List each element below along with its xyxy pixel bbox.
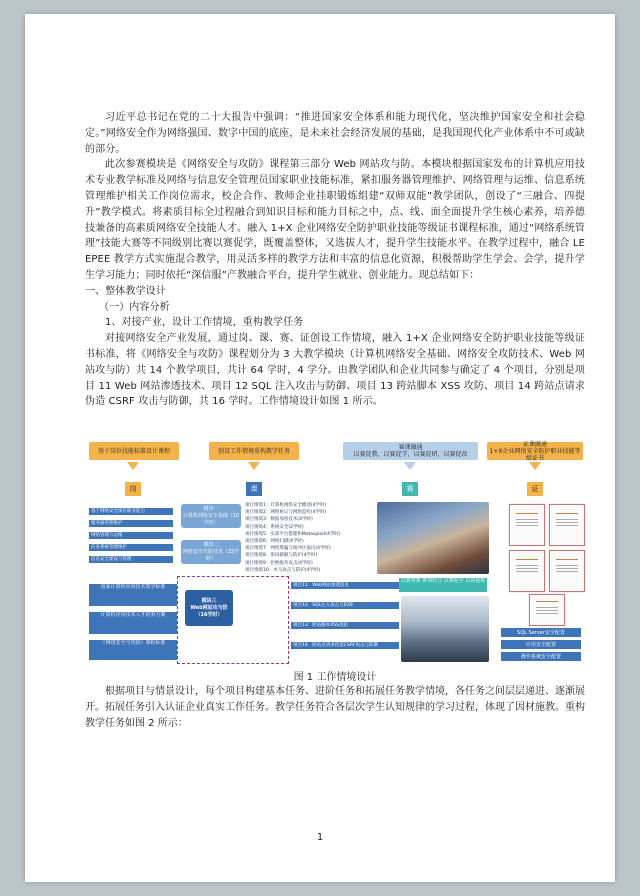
fig-header-course: 创设工作情境重构教学任务 bbox=[209, 442, 299, 460]
fig-header-certificate: 证课融通 1+X企业网络安全防护职业技能等级证书 bbox=[487, 442, 583, 460]
post-item: 基于网络安全岗位职业能力 bbox=[89, 508, 173, 515]
certificate-image bbox=[549, 504, 585, 546]
competition-banner: 以赛带教 赛训结合 以赛促学 以训促练 bbox=[399, 578, 487, 592]
right-label: SQL Server安全配置 bbox=[501, 628, 581, 637]
module-two: 模块二 网络安全攻防技术（32学时） bbox=[181, 540, 241, 564]
paragraph-intro: 习近平总书记在党的二十大报告中强调：“推进国家安全体系和能力现代化，坚决维护国家安全和社会稳定。”网络安全作为网络强国、数字中国的底座，是未来社会经济发展的基础，是我国现代化产业体系中不可或缺的部分。 bbox=[85, 112, 585, 155]
arrow-down-icon bbox=[248, 462, 260, 470]
label-certificate: 证 bbox=[527, 482, 543, 496]
body-text bbox=[85, 110, 585, 410]
certificate-image bbox=[549, 550, 585, 592]
paragraph-tasks-design: 根据项目与情景设计，每个项目构建基本任务、进阶任务和拓展任务教学情境，各任务之间层层递进、逐渐展开。拓展任务引入认证企业真实工作任务。教学任务符合各层次学生认知规律的学习过程，体现了因材施教。重构教学任务如图 2 所示： bbox=[85, 686, 585, 729]
web-project: 项目14：跨站点请求伪造CSRF攻击与防御 bbox=[291, 642, 399, 649]
web-project: 项目11：Web网站渗透技术 bbox=[291, 582, 399, 589]
page-number: 1 bbox=[316, 832, 324, 843]
project-line: 项目情境6：网络扫描(4学时) bbox=[245, 539, 304, 545]
figure-caption: 图 1 工作情境设计 bbox=[293, 672, 377, 683]
project-line: 项目情境4：系统安全(2学时) bbox=[245, 524, 304, 530]
standard-item: 计算机应用技术人才培养方案 bbox=[89, 612, 177, 634]
heading-level3: 1、对接产业，设计工作情境，重构教学任务 bbox=[105, 317, 304, 329]
project-line: 项目情境7：网络欺骗与缓冲区溢出(4学时) bbox=[245, 546, 331, 552]
figure-work-scenario bbox=[85, 442, 585, 666]
classroom-photo bbox=[401, 596, 489, 662]
right-label: 操作系统安全配置 bbox=[501, 652, 581, 661]
project-line: 项目情境8：密码破解与防护(4学时) bbox=[245, 553, 318, 559]
post-item: 信息系统管理维护 bbox=[89, 544, 173, 551]
label-competition: 赛 bbox=[402, 482, 418, 496]
web-project: 项目13：跨站脚本XSS攻防 bbox=[291, 622, 399, 629]
post-item: 网络管理与运维 bbox=[89, 532, 173, 539]
project-line: 项目情境5：实训平台搭建和Metasploit(4学时) bbox=[245, 531, 341, 537]
right-label: 应用安全配置 bbox=[501, 640, 581, 649]
paragraph-task: 对接网络安全产业发展，通过岗、课、赛、证创设工作情境，融入 1+X 企业网络安全防护职业技能等级证书标准，将《网络安全与攻防》课程划分为 3 大教学模块（计算机网络安全基础、网络安全攻防技术、Web 网站攻与防）共 14 个教学项目，共计 64 学时，4 学分。由教学团队和企业共同参与确定了 4 个项目，分别是项目 11 Web 网站渗透技术、项目 12 SQL 注入攻击与防御、项目 13 跨站脚本 XSS 攻防、项目 14 跨站点请求伪造 CSRF 攻击与防御，共 16 学时。工作情境设计如图 1 所示。 bbox=[85, 333, 585, 408]
certificate-image bbox=[529, 594, 565, 626]
heading-level1: 一、整体教学设计 bbox=[85, 285, 166, 297]
certificate-image bbox=[509, 550, 545, 592]
project-line: 项目情境9：拒绝服务攻击(4学时) bbox=[245, 560, 313, 566]
body-text-after-figure bbox=[85, 684, 585, 732]
project-line: 项目情境10：木马攻击与防护(4学时) bbox=[245, 567, 321, 573]
certificate-image bbox=[509, 504, 545, 546]
standard-item: 《网络安全与攻防》课程标准 bbox=[89, 640, 177, 660]
web-project: 项目12：SQL注入攻击与防御 bbox=[291, 602, 399, 609]
label-post: 岗 bbox=[125, 482, 141, 496]
standard-item: 国家计算机应用技术教学标准 bbox=[89, 584, 177, 606]
project-line: 项目情境2：网络协议与网络监听(4学时) bbox=[245, 510, 327, 516]
arrow-down-icon bbox=[127, 462, 139, 470]
post-item: 信息安全建设与管理 bbox=[89, 556, 173, 563]
fig-header-post: 基于岗位技能标准设计课程 bbox=[89, 442, 179, 460]
label-course: 课 bbox=[246, 482, 262, 496]
project-list bbox=[245, 502, 341, 574]
project-line: 项目情境3：数据加密技术(4学时) bbox=[245, 517, 313, 523]
arrow-down-icon bbox=[404, 462, 416, 470]
module-one: 模块一 计算机网络安全基础（10学时） bbox=[181, 504, 241, 528]
paragraph-module: 此次参赛模块是《网络安全与攻防》课程第三部分 Web 网站攻与防。本模块根据国家发布的计算机应用技术专业教学标准及网络与信息安全管理员国家职业技能标准，紧扣服务器管理维护、网络管理与运维、信息系统管理维护相关工作岗位需求，校企合作、教师企业挂职锻炼组建“双师双能”教学团队，创设了“三融合、四提升”教学模式。将素质目标全过程融合到知识目标和能力目标之中，点、线、面全面提升学生核心素养，培养德技兼备的高素质网络安全技能人才。融入 1+X 企业网络安全防护职业技能等级证书课程标准，通过“网络系统管理”技能大赛等不同级别比赛以赛促学，既覆盖整体，又选拔人才，提升学生技能水平。在教学过程中，融合 LEEPEE 教学方式实施混合教学，用灵活多样的教学方法和丰富的信息化资源，积极帮助学生学会、会学，提升学生学习能力；同时依托“深信服”产教融合平台，提升学生就业、创业能力。现总结如下： bbox=[85, 159, 585, 281]
competition-photo bbox=[377, 502, 489, 574]
post-item: 服务器管理维护 bbox=[89, 520, 173, 527]
project-line: 项目情境1：计算机网络安全概述(4学时) bbox=[245, 503, 327, 508]
fig-header-competition: 赛课融通 以赛促教，以赛促学，以赛促研，以赛促改 bbox=[343, 442, 478, 460]
arrow-down-icon bbox=[529, 462, 541, 470]
document-page bbox=[25, 14, 615, 882]
module-three: 模块三 Web网站攻与防 （16学时） bbox=[185, 590, 233, 626]
heading-level2: （一）内容分析 bbox=[99, 301, 170, 313]
